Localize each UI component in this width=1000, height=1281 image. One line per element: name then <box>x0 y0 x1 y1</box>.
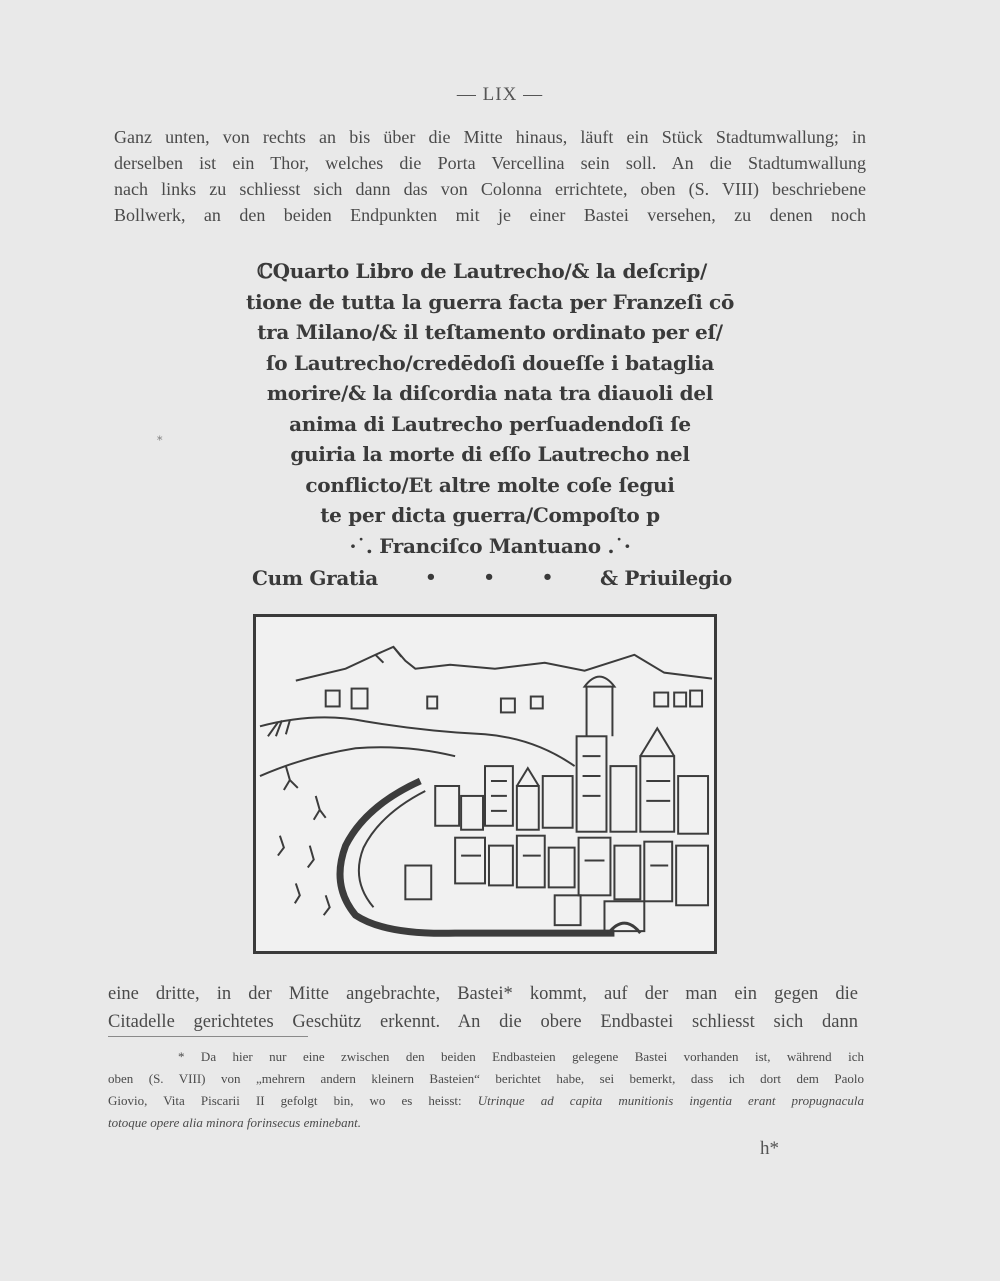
body-line: Citadelle gerichtetes Geschütz erkennt. An die obere Endbastei schliesst sich dann <box>108 1012 858 1032</box>
title-line: te per dicta guerra/Compoſto p <box>320 503 660 527</box>
title-line: ſo Lautrecho/credēdoſi doueſſe i bataglia <box>266 350 714 375</box>
title-line: anima di Lautrecho perſuadendoſi ſe <box>289 411 691 436</box>
body-line: Ganz unten, von rechts an bis über die Mitte hinaus, läuft ein Stück Stadtumwallung; in <box>114 127 866 147</box>
title-line: morire/& la diſcordia nata tra diauoli del <box>266 381 714 405</box>
priuilegio-label: & Priuilegio <box>600 566 732 590</box>
title-line: conflicto/Et altre molte coſe ſegui <box>305 472 675 497</box>
body-line: nach links zu schliesst sich dann das von Colonna errichtete, oben (S. VIII) beschriebene <box>114 179 866 199</box>
footnote-text: Giovio, Vita Piscarii II gefolgt bin, wo es heisst: <box>108 1093 478 1108</box>
footnote-line <box>108 1090 864 1112</box>
body-text-top <box>114 124 866 228</box>
footnote-quote: totoque opere alia minora forinsecus eminebant. <box>108 1115 361 1130</box>
body-line: Bollwerk, an den beiden Endpunkten mit je einer Bastei versehen, zu denen noch <box>114 205 866 225</box>
footnote-line: * Da hier nur eine zwischen den beiden Endbasteien gelegene Bastei vorhanden ist, während ich <box>178 1049 864 1064</box>
footnote-quote: Utrinque ad capita munitionis ingentia erant propugnacula <box>477 1093 864 1108</box>
body-line: eine dritte, in der Mitte angebrachte, Bastei* kommt, auf der man ein gegen die <box>108 984 858 1004</box>
woodcut-city-view <box>253 614 717 954</box>
title-line: guiria la morte di eſſo Lautrecho nel <box>290 442 690 466</box>
title-line: ·˙. Franciſco Mantuano .˙· <box>349 533 631 558</box>
footnote-line: oben (S. VIII) von „mehrern andern kleinern Basteien“ berichtet habe, sei bemerkt, dass ich dort dem Paolo <box>108 1071 864 1086</box>
footnote-line <box>108 1112 864 1134</box>
body-text-bottom <box>108 980 858 1036</box>
cum-gratia-label: Cum Gratia <box>252 566 378 590</box>
ornament-dot: • <box>541 567 553 588</box>
body-line: derselben ist ein Thor, welches die Porta Vercellina sein soll. An die Stadtumwallung <box>114 153 866 173</box>
ornament-dot: • <box>483 567 495 588</box>
incunable-title-block <box>240 256 740 594</box>
privilege-line <box>240 563 740 594</box>
woodcut-illustration <box>256 617 714 951</box>
title-line: tra Milano/& il teſtamento ordinato per eſ/ <box>257 320 723 344</box>
signature-mark: h* <box>760 1138 779 1159</box>
page-number: — LIX — <box>456 84 544 105</box>
title-line: tione de tutta la guerra facta per Franzeſi cō <box>246 289 734 314</box>
footnote-divider <box>108 1036 308 1037</box>
title-line: ℂQuarto Libro de Lautrecho/& la deſcrip/ <box>257 259 707 283</box>
stray-asterisk: * <box>157 434 163 447</box>
ornament-dot: • <box>425 567 437 588</box>
footnote <box>108 1046 864 1134</box>
